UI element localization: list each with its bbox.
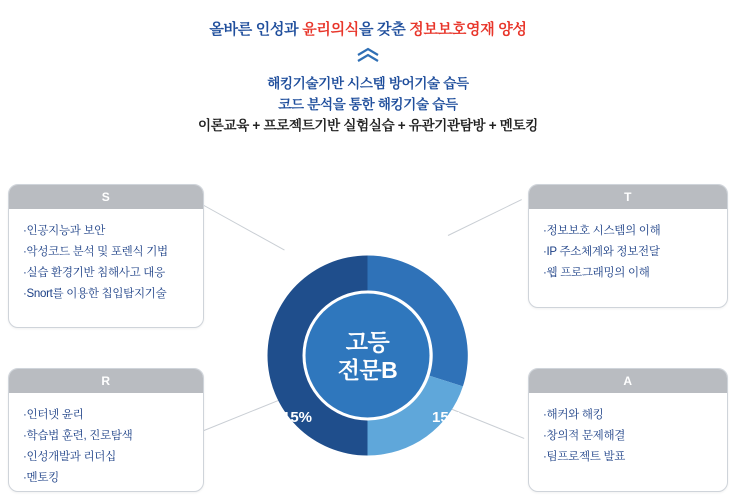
card-a: [528, 368, 728, 492]
card-s-item-2: ·실습 환경기반 침해사고 대응: [23, 267, 165, 279]
card-a-item-2: ·팀프로젝트 발표: [543, 451, 626, 463]
subtitle-line-3: 이론교육 + 프로젝트기반 실험실습 + 유관기관탐방 + 멘토킹: [198, 118, 538, 133]
donut-center-circle: [306, 294, 430, 418]
card-r-header: R: [9, 369, 203, 393]
page-subtitle: [0, 73, 736, 136]
card-t-item-1: ·IP 주소체계와 정보전달: [543, 246, 660, 258]
card-s-item-3: ·Snort를 이용한 칩입탐지기술: [23, 288, 167, 300]
card-s-item-0: ·인공지능과 보안: [23, 225, 106, 237]
page-title-part-2: 과: [284, 21, 303, 38]
card-r-item-3: ·멘토킹: [23, 472, 59, 484]
card-r-item-0: ·인터넷 윤리: [23, 409, 84, 421]
card-s: [8, 184, 204, 328]
donut-label-s: 50%: [275, 258, 306, 275]
card-t: [528, 184, 728, 308]
card-a-item-1: ·창의적 문제해결: [543, 430, 626, 442]
double-chevron-up-icon: [0, 47, 736, 65]
subtitle-line-2: 코드 분석을 통한 해킹기술 습득: [278, 97, 458, 112]
donut-center-line-2: 전문B: [337, 356, 398, 383]
donut-label-t: 20%: [430, 258, 461, 275]
donut-label-a: 15%: [432, 409, 463, 426]
page-title-accent-2: 정보보호영재 양성: [409, 21, 527, 38]
page-title: [0, 18, 736, 39]
card-s-header: S: [9, 185, 203, 209]
card-t-body: [529, 209, 727, 294]
card-a-item-0: ·해커와 해킹: [543, 409, 604, 421]
card-r: [8, 368, 204, 492]
donut-chart: [260, 248, 475, 463]
donut-label-r: 15%: [282, 409, 313, 426]
page-title-part-3: 을 갖춘: [358, 21, 410, 38]
card-s-body: [9, 209, 203, 315]
subtitle-line-1: 해킹기술기반 시스템 방어기술 습득: [267, 76, 469, 91]
donut-center-line-1: 고등: [345, 328, 390, 355]
card-r-item-1: ·학습법 훈련, 진로탐색: [23, 430, 133, 442]
card-a-body: [529, 393, 727, 478]
header: [0, 0, 736, 136]
card-t-header: T: [529, 185, 727, 209]
card-a-header: A: [529, 369, 727, 393]
card-s-item-1: ·악성코드 분석 및 포렌식 기법: [23, 246, 168, 258]
card-t-item-2: ·웹 프로그래밍의 이해: [543, 267, 650, 279]
page-title-part-1: 올바른 인성: [209, 21, 285, 38]
connector-line-t: [448, 199, 522, 236]
card-t-item-0: ·정보보호 시스템의 이해: [543, 225, 661, 237]
page-title-accent-1: 윤리의식: [302, 21, 359, 38]
connector-line-s: [204, 205, 285, 250]
donut-chart-svg: [260, 248, 475, 463]
chevron-svg: [355, 47, 381, 63]
card-r-body: [9, 393, 203, 492]
card-r-item-2: ·인성개발과 리더십: [23, 451, 116, 463]
